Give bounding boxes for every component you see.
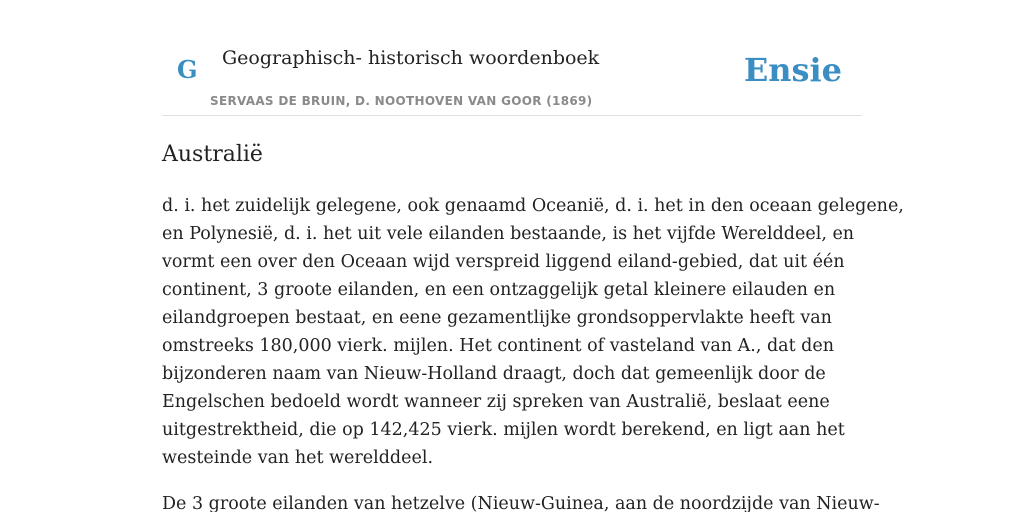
- text-line: uitgestrektheid, die op 142,425 vierk. mijlen wordt berekend, en ligt aan het: [162, 420, 845, 440]
- entry-content: [162, 192, 904, 512]
- text-line: eilandgroepen bestaat, en eene gezamentlijke grondsoppervlakte heeft van: [162, 308, 832, 328]
- text-line: bijzonderen naam van Nieuw-Holland draagt, doch dat gemeenlijk door de: [162, 364, 826, 384]
- header: [162, 0, 862, 116]
- book-logo-letter[interactable]: G: [177, 55, 198, 84]
- text-line: d. i. het zuidelijk gelegene, ook genaamd Oceanië, d. i. het in den oceaan gelegene,: [162, 196, 904, 216]
- text-line: De 3 groote eilanden van hetzelve (Nieuw-Guinea, aan de noordzijde van Nieuw-: [162, 494, 880, 512]
- paragraph-1: [162, 192, 904, 472]
- entry-title: Australië: [162, 142, 263, 167]
- text-line: continent, 3 groote eilanden, en een ontzaggelijk getal kleinere eilauden en: [162, 280, 836, 300]
- book-title[interactable]: Geographisch- historisch woordenboek: [222, 47, 600, 69]
- text-line: westeinde van het werelddeel.: [162, 448, 434, 468]
- book-author: SERVAAS DE BRUIN, D. NOOTHOVEN VAN GOOR (1869): [210, 94, 593, 108]
- text-line: omstreeks 180,000 vierk. mijlen. Het continent of vasteland van A., dat den: [162, 336, 835, 356]
- paragraph-2: [162, 490, 880, 512]
- text-line: vormt een over den Oceaan wijd verspreid liggend eiland-gebied, dat uit één: [162, 252, 845, 272]
- text-line: en Polynesië, d. i. het uit vele eilanden bestaande, is het vijfde Werelddeel, en: [162, 224, 855, 244]
- ensie-logo[interactable]: Ensie: [743, 51, 842, 89]
- text-line: Engelschen bedoeld wordt wanneer zij spreken van Australië, beslaat eene: [162, 392, 830, 412]
